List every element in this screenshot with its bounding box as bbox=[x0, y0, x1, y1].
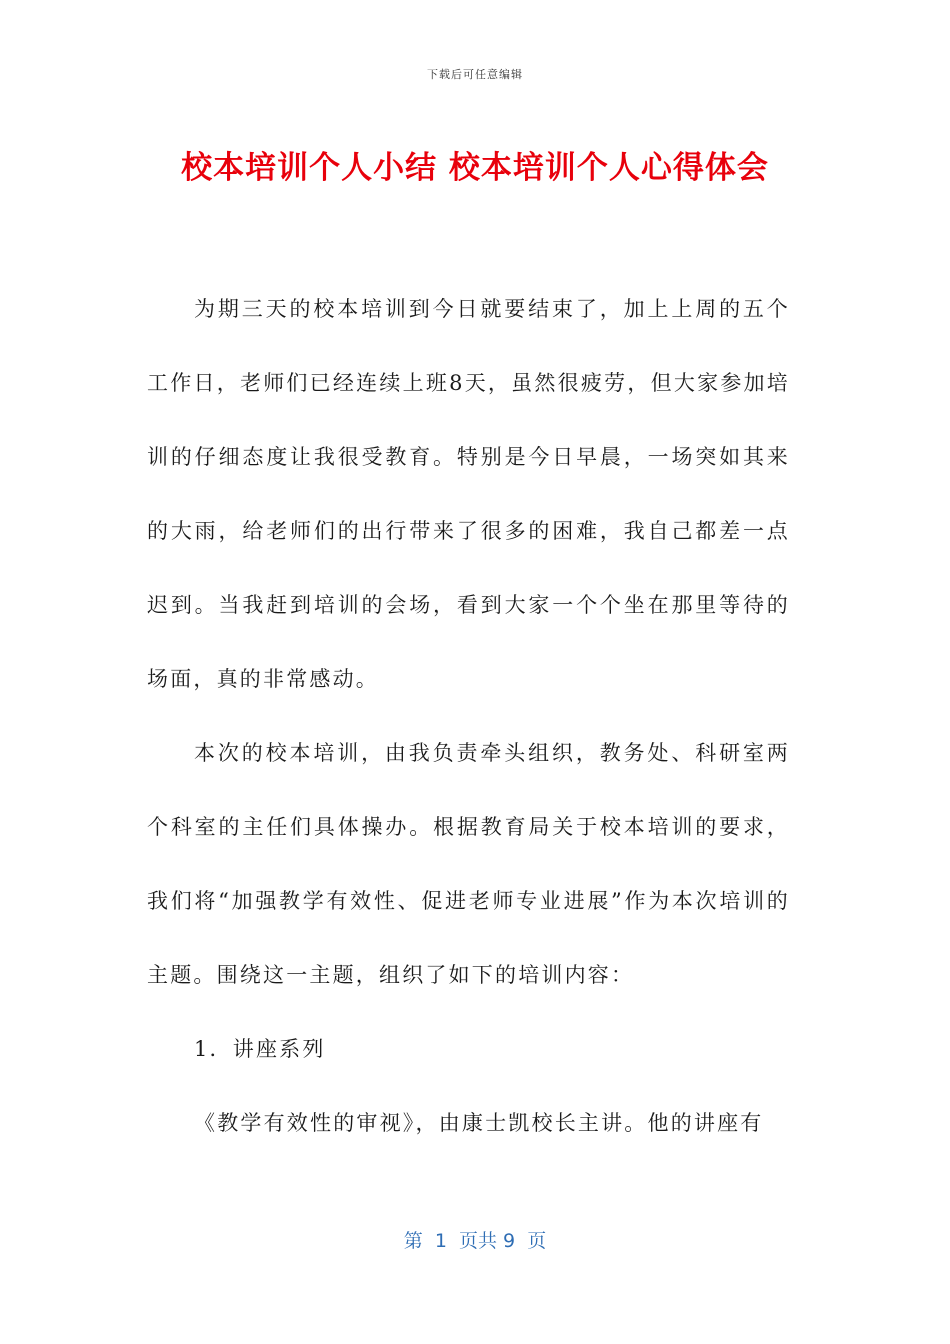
page-number-footer: 第 1 页共 9 页 bbox=[403, 1230, 547, 1252]
section-heading: 1．讲座系列 bbox=[194, 1037, 326, 1061]
paragraph: 为期三天的校本培训到今日就要结束了，加上上周的五个工作日，老师们已经连续上班8天，虽然很疲劳，但大家参加培训的仔细态度让我很受教育。特别是今日早晨，一场突如其来的大雨，给老师们的出行带来了很多的困难，我自己都差一点迟到。当我赶到培训的会场，看到大家一个个坐在那里等待的场面，真的非常感动。 bbox=[147, 297, 790, 691]
document-title: 校本培训个人小结 校本培训个人心得体会 bbox=[181, 150, 769, 186]
document-body bbox=[147, 272, 790, 1160]
paragraph: 本次的校本培训，由我负责牵头组织，教务处、科研室两个科室的主任们具体操办。根据教育局关于校本培训的要求，我们将“加强教学有效性、促进老师专业进展”作为本次培训的主题。围绕这一主题，组织了如下的培训内容： bbox=[147, 741, 790, 987]
paragraph: 《教学有效性的审视》，由康士凯校长主讲。他的讲座有 bbox=[194, 1111, 764, 1135]
header-note: 下载后可任意编辑 bbox=[427, 68, 523, 81]
